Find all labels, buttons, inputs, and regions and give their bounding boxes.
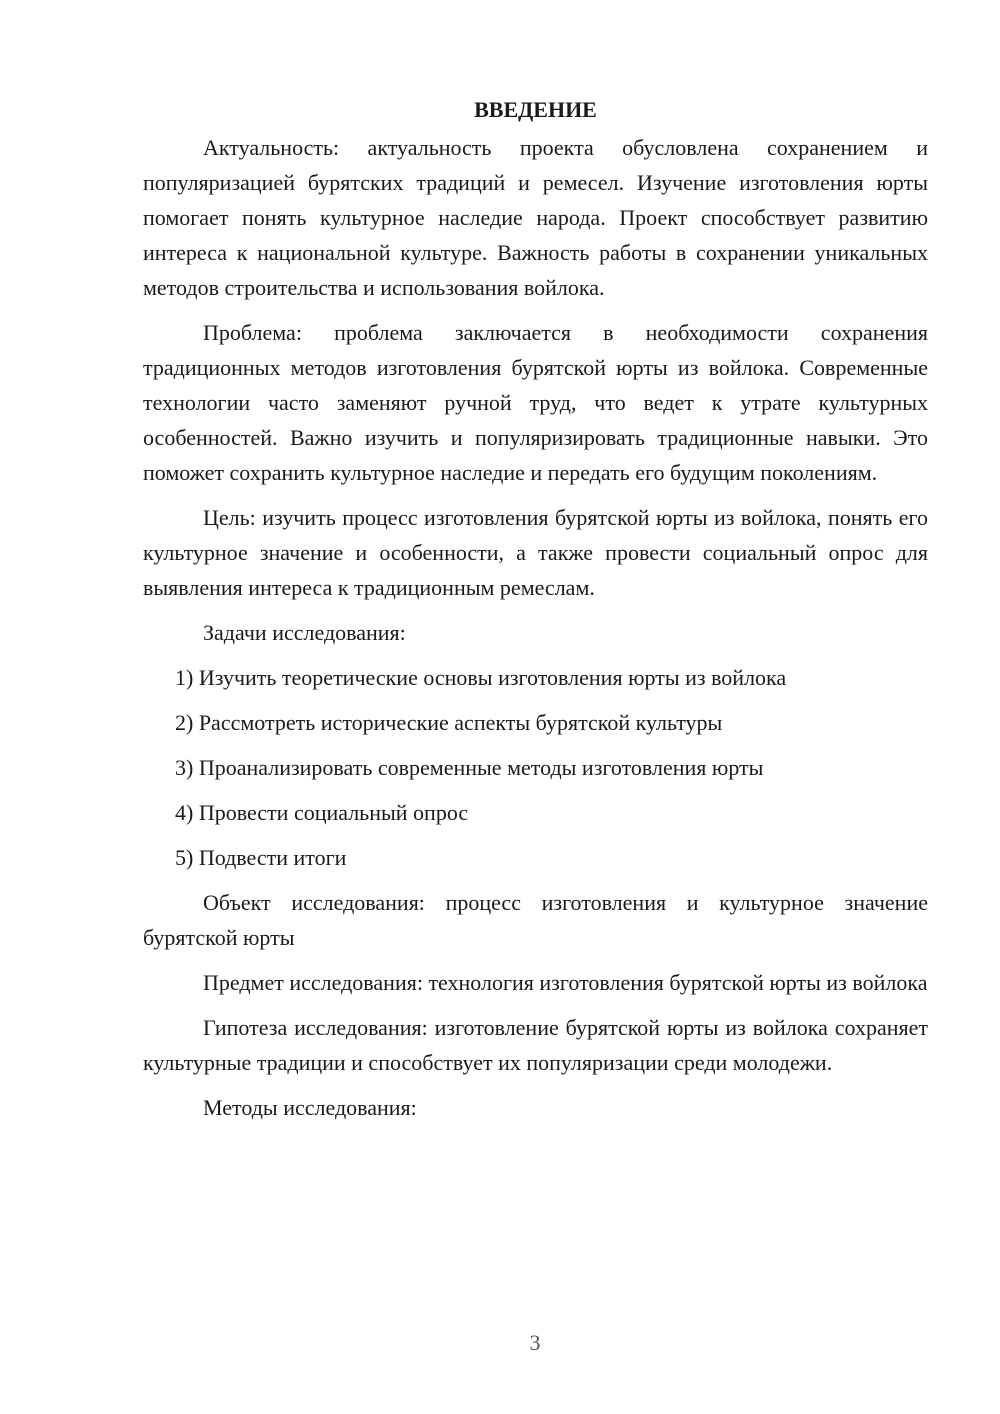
relevance-paragraph: Актуальность: актуальность проекта обусловлена сохранением и популяризацией бурятских традиций и ремесел. Изучение изготовления юрты помогает понять культурное наследие народа. Проект способствует развитию интереса к национальной культуре. Важность работы в сохранении уникальных методов строительства и использования войлока. xyxy=(143,135,928,300)
hypothesis-paragraph: Гипотеза исследования: изготовление бурятской юрты из войлока сохраняет культурные традиции и способствует их популяризации среди молодежи. xyxy=(143,1015,928,1075)
task-item: 3) Проанализировать современные методы изготовления юрты xyxy=(175,755,764,780)
page-number: 3 xyxy=(529,1330,541,1355)
goal-paragraph: Цель: изучить процесс изготовления бурятской юрты из войлока, понять его культурное значение и особенности, а также провести социальный опрос для выявления интереса к традиционным ремеслам. xyxy=(143,505,928,600)
object-paragraph: Объект исследования: процесс изготовления и культурное значение бурятской юрты xyxy=(143,890,928,950)
task-item: 1) Изучить теоретические основы изготовления юрты из войлока xyxy=(175,665,787,690)
task-item: 2) Рассмотреть исторические аспекты бурятской культуры xyxy=(175,710,723,735)
task-item: 4) Провести социальный опрос xyxy=(175,800,469,825)
document-page xyxy=(143,92,928,1135)
subject-paragraph: Предмет исследования: технология изготовления бурятской юрты из войлока xyxy=(203,970,928,995)
tasks-heading: Задачи исследования: xyxy=(203,620,406,645)
task-item: 5) Подвести итоги xyxy=(175,845,347,870)
problem-paragraph: Проблема: проблема заключается в необходимости сохранения традиционных методов изготовления бурятской юрты из войлока. Современные технологии часто заменяют ручной труд, что ведет к утрате культурных особенностей. Важно изучить и популяризировать традиционные навыки. Это поможет сохранить культурное наследие и передать его будущим поколениям. xyxy=(143,320,928,485)
page-title: ВВЕДЕНИЕ xyxy=(474,97,597,122)
methods-heading: Методы исследования: xyxy=(203,1095,417,1120)
